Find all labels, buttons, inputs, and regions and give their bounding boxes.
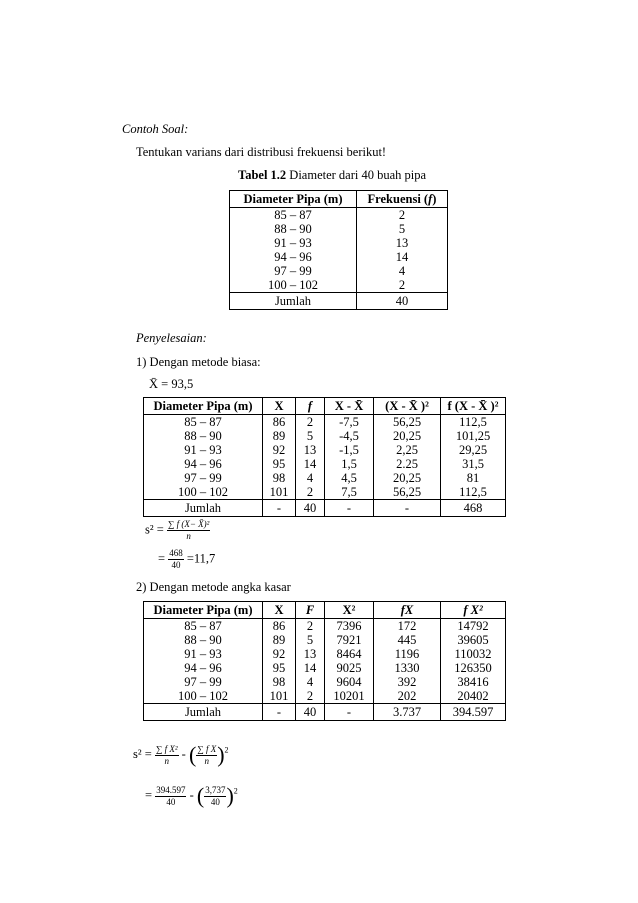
table-cell: 14 bbox=[357, 250, 448, 264]
solution-label: Penyelesaian: bbox=[136, 331, 207, 345]
table-cell: 9025 bbox=[325, 661, 374, 675]
table1-header-frequency: Frekuensi (f) bbox=[357, 191, 448, 208]
table3-header: f X² bbox=[441, 602, 506, 619]
table-cell: 39605 bbox=[441, 633, 506, 647]
table-cell: 14 bbox=[296, 661, 325, 675]
table-cell: 98 bbox=[263, 675, 296, 689]
table-cell: 85 – 87 bbox=[184, 619, 222, 633]
formula-numerator: 468 bbox=[169, 548, 183, 558]
table-cell: 14792 bbox=[441, 619, 506, 634]
table-row bbox=[144, 689, 506, 704]
table-cell: - bbox=[325, 704, 374, 721]
question-text: Tentukan varians dari distribusi frekuensi berikut! bbox=[136, 145, 387, 159]
formula-denominator: 40 bbox=[210, 796, 220, 807]
formula-numerator: ∑ f X bbox=[197, 743, 217, 754]
formula-minus: - bbox=[181, 746, 186, 761]
table2-header: X bbox=[263, 398, 296, 415]
table-cell: 95 bbox=[263, 661, 296, 675]
formula-fraction bbox=[167, 519, 210, 542]
table-cell: 2,25 bbox=[374, 443, 441, 457]
table-row bbox=[230, 236, 448, 250]
table1 bbox=[229, 190, 448, 310]
formula-numerator: ∑ f X² bbox=[155, 743, 178, 754]
table-cell: 101,25 bbox=[441, 429, 506, 443]
table-cell: 2 bbox=[296, 619, 325, 634]
table-cell: 13 bbox=[357, 236, 448, 250]
table-cell: - bbox=[325, 500, 374, 517]
mean-value: X̄ = 93,5 bbox=[149, 377, 194, 391]
table-cell: 20,25 bbox=[374, 429, 441, 443]
table-cell: 101 bbox=[263, 689, 296, 704]
table-row bbox=[144, 675, 506, 689]
table-total-row bbox=[230, 293, 448, 310]
table-cell: 1,5 bbox=[325, 457, 374, 471]
variance-step-2 bbox=[145, 783, 238, 809]
table-cell: 4 bbox=[296, 471, 325, 485]
table-cell: 56,25 bbox=[374, 485, 441, 500]
example-heading: Contoh Soal: bbox=[122, 122, 189, 136]
table-row bbox=[230, 250, 448, 264]
table-cell: 89 bbox=[263, 633, 296, 647]
table-cell: 445 bbox=[374, 633, 441, 647]
table-cell: 7921 bbox=[325, 633, 374, 647]
table-cell: 86 bbox=[263, 415, 296, 430]
table-cell: 94 – 96 bbox=[184, 661, 222, 675]
table-cell: 8464 bbox=[325, 647, 374, 661]
table-cell: 9604 bbox=[325, 675, 374, 689]
formula-eq: = bbox=[145, 787, 153, 802]
formula-eq: = bbox=[158, 551, 166, 566]
formula-numerator: 394.597 bbox=[156, 784, 186, 795]
table-cell: 126350 bbox=[441, 661, 506, 675]
table-row bbox=[230, 208, 448, 223]
method2-title: 2) Dengan metode angka kasar bbox=[136, 580, 291, 594]
table-row bbox=[144, 633, 506, 647]
formula-lhs: s² = bbox=[133, 746, 152, 761]
table3-header: Diameter Pipa (m) bbox=[144, 602, 263, 619]
variance-step-1 bbox=[158, 548, 215, 571]
table-cell: 4,5 bbox=[325, 471, 374, 485]
table1-caption bbox=[238, 168, 426, 183]
table-cell: 88 – 90 bbox=[274, 222, 312, 236]
variance-result: =11,7 bbox=[186, 551, 216, 566]
right-paren: ) bbox=[226, 783, 234, 808]
table-cell: 2 bbox=[357, 278, 448, 293]
table-cell: 110032 bbox=[441, 647, 506, 661]
table-cell: 468 bbox=[441, 500, 506, 517]
formula-denominator: n bbox=[186, 531, 191, 541]
table-row bbox=[144, 457, 506, 471]
table-cell: -1,5 bbox=[325, 443, 374, 457]
formula-denominator: n bbox=[204, 755, 209, 766]
table-cell: 94 – 96 bbox=[184, 457, 222, 471]
formula-minus: - bbox=[189, 787, 194, 802]
formula-fraction bbox=[196, 744, 217, 767]
table3-header: fX bbox=[374, 602, 441, 619]
formula-numerator: 3,737 bbox=[205, 784, 226, 795]
table1-caption-label: Tabel 1.2 bbox=[238, 168, 287, 182]
table-cell: 2 bbox=[357, 208, 448, 223]
table-cell: 112,5 bbox=[441, 485, 506, 500]
table2-header: (X - X̄ )² bbox=[374, 398, 441, 415]
table-cell: 40 bbox=[357, 293, 448, 310]
right-paren: ) bbox=[217, 742, 225, 767]
table-row bbox=[144, 415, 506, 430]
table-cell: 89 bbox=[263, 429, 296, 443]
formula-lhs: s² = bbox=[145, 522, 164, 537]
table-cell: -7,5 bbox=[325, 415, 374, 430]
table-cell: Jumlah bbox=[144, 704, 263, 721]
left-paren: ( bbox=[188, 742, 197, 767]
table3-header: X bbox=[263, 602, 296, 619]
formula-denominator: 40 bbox=[171, 560, 181, 570]
table-row bbox=[144, 471, 506, 485]
table3-header: F bbox=[296, 602, 325, 619]
table1-header-diameter: Diameter Pipa (m) bbox=[230, 191, 357, 208]
formula-exponent: 2 bbox=[233, 786, 238, 796]
table-cell: 2.25 bbox=[374, 457, 441, 471]
table-cell: 98 bbox=[263, 471, 296, 485]
table-cell: - bbox=[263, 500, 296, 517]
table-cell: 95 bbox=[263, 457, 296, 471]
table-cell: 5 bbox=[296, 429, 325, 443]
table-cell: 5 bbox=[357, 222, 448, 236]
table-cell: - bbox=[263, 704, 296, 721]
table-cell: 100 – 102 bbox=[178, 689, 228, 703]
table-cell: 5 bbox=[296, 633, 325, 647]
formula-fraction bbox=[155, 785, 186, 808]
table2-header: Diameter Pipa (m) bbox=[144, 398, 263, 415]
table-row bbox=[230, 264, 448, 278]
table-method1 bbox=[143, 397, 506, 517]
table-cell: 100 – 102 bbox=[178, 485, 228, 499]
table-cell: 81 bbox=[441, 471, 506, 485]
table-cell: 112,5 bbox=[441, 415, 506, 430]
table-cell: 40 bbox=[296, 704, 325, 721]
table3-header: X² bbox=[325, 602, 374, 619]
table-cell: 97 – 99 bbox=[184, 675, 222, 689]
formula-fraction bbox=[168, 548, 184, 571]
table2-header: X - X̄ bbox=[325, 398, 374, 415]
table-cell: 13 bbox=[296, 647, 325, 661]
variance-formula-2 bbox=[133, 742, 229, 768]
table-cell: 2 bbox=[296, 689, 325, 704]
table-cell: 85 – 87 bbox=[184, 415, 222, 429]
table-cell: 202 bbox=[374, 689, 441, 704]
table-cell: 7396 bbox=[325, 619, 374, 634]
table-row bbox=[144, 443, 506, 457]
table-cell: -4,5 bbox=[325, 429, 374, 443]
table-cell: 86 bbox=[263, 619, 296, 634]
table-cell: 92 bbox=[263, 443, 296, 457]
table-cell: 100 – 102 bbox=[268, 278, 318, 292]
table-row bbox=[144, 661, 506, 675]
table-cell: 10201 bbox=[325, 689, 374, 704]
table-cell: 56,25 bbox=[374, 415, 441, 430]
table-cell: 392 bbox=[374, 675, 441, 689]
table-total-row bbox=[144, 500, 506, 517]
table-cell: 92 bbox=[263, 647, 296, 661]
left-paren: ( bbox=[196, 783, 205, 808]
formula-fraction bbox=[204, 785, 226, 808]
table2-header: f (X - X̄ )² bbox=[441, 398, 506, 415]
table-row bbox=[230, 222, 448, 236]
formula-denominator: n bbox=[164, 755, 169, 766]
table-row bbox=[230, 278, 448, 293]
table-cell: 97 – 99 bbox=[184, 471, 222, 485]
formula-exponent: 2 bbox=[224, 745, 229, 755]
table-cell: 101 bbox=[263, 485, 296, 500]
table-cell: 3.737 bbox=[374, 704, 441, 721]
variance-formula-1 bbox=[145, 519, 210, 542]
table-row bbox=[144, 485, 506, 500]
table-cell: 31,5 bbox=[441, 457, 506, 471]
table-cell: 1196 bbox=[374, 647, 441, 661]
table2-header: f bbox=[296, 398, 325, 415]
table-row bbox=[144, 429, 506, 443]
table-cell: Jumlah bbox=[230, 293, 357, 310]
table-cell: 29,25 bbox=[441, 443, 506, 457]
table-total-row bbox=[144, 704, 506, 721]
table-cell: 40 bbox=[296, 500, 325, 517]
table-cell: 394.597 bbox=[441, 704, 506, 721]
table-cell: 91 – 93 bbox=[274, 236, 312, 250]
table-cell: 172 bbox=[374, 619, 441, 634]
table-cell: 88 – 90 bbox=[184, 429, 222, 443]
table-row bbox=[144, 647, 506, 661]
formula-fraction bbox=[155, 744, 179, 767]
formula-numerator: ∑ f (X− X̄)² bbox=[167, 519, 210, 529]
table-cell: 4 bbox=[357, 264, 448, 278]
table-cell: 1330 bbox=[374, 661, 441, 675]
table-cell: 7,5 bbox=[325, 485, 374, 500]
table-cell: Jumlah bbox=[144, 500, 263, 517]
table-cell: 94 – 96 bbox=[274, 250, 312, 264]
table-cell: 88 – 90 bbox=[184, 633, 222, 647]
table-cell: 2 bbox=[296, 485, 325, 500]
table-cell: 20402 bbox=[441, 689, 506, 704]
table-cell: 14 bbox=[296, 457, 325, 471]
table-cell: 85 – 87 bbox=[274, 208, 312, 222]
table-cell: - bbox=[374, 500, 441, 517]
table-cell: 91 – 93 bbox=[184, 443, 222, 457]
table-cell: 91 – 93 bbox=[184, 647, 222, 661]
method1-title: 1) Dengan metode biasa: bbox=[136, 355, 261, 369]
table-cell: 20,25 bbox=[374, 471, 441, 485]
table-cell: 38416 bbox=[441, 675, 506, 689]
table-row bbox=[144, 619, 506, 634]
table-cell: 97 – 99 bbox=[274, 264, 312, 278]
table1-caption-text: Diameter dari 40 buah pipa bbox=[286, 168, 427, 182]
table-cell: 4 bbox=[296, 675, 325, 689]
formula-denominator: 40 bbox=[166, 796, 176, 807]
table-cell: 2 bbox=[296, 415, 325, 430]
table-method2 bbox=[143, 601, 506, 721]
table-cell: 13 bbox=[296, 443, 325, 457]
